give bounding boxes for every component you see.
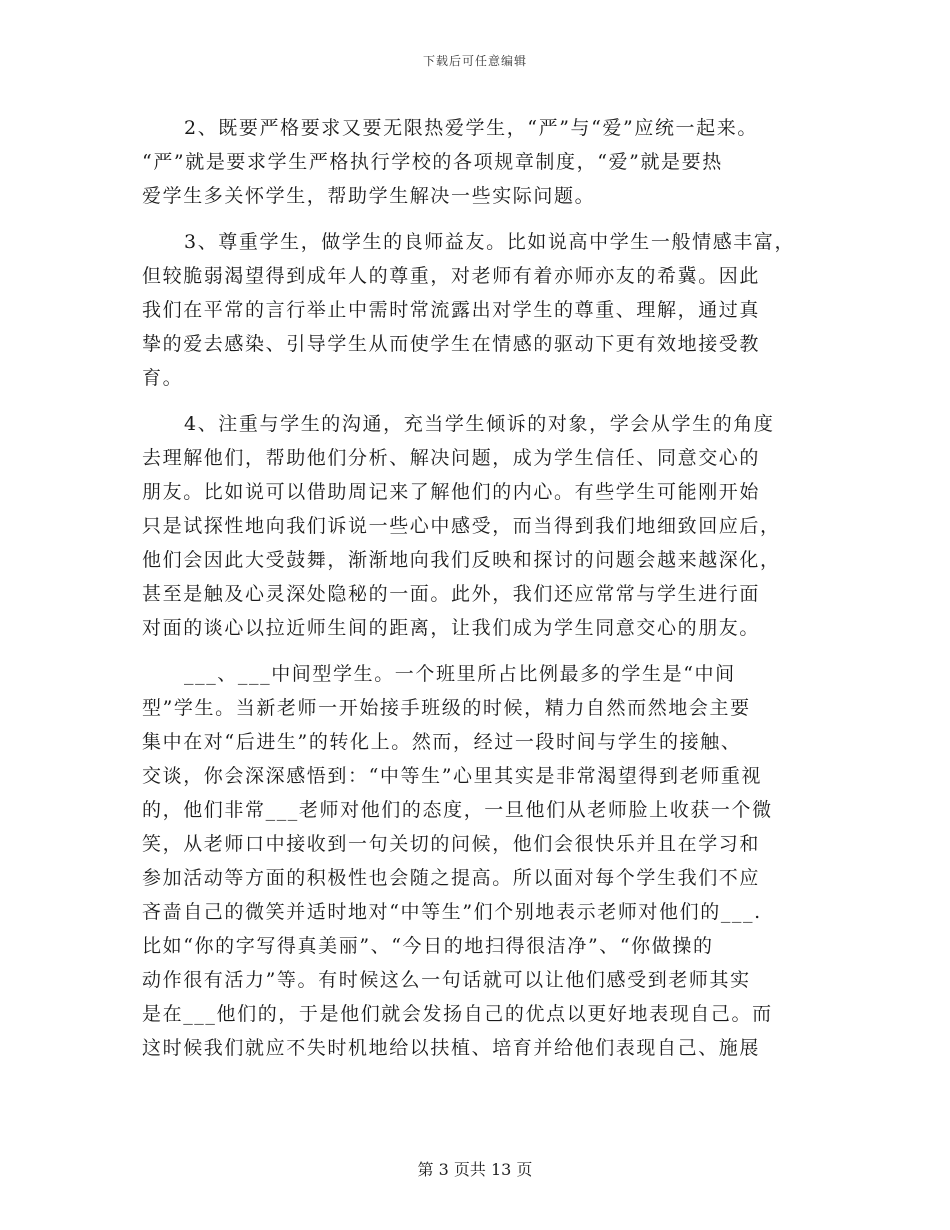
- text-line: 他们会因此大受鼓舞，渐渐地向我们反映和探讨的问题会越来越深化，: [142, 549, 781, 571]
- text-line: 去理解他们，帮助他们分析、解决问题，成为学生信任、同意交心的: [142, 447, 761, 469]
- text-line: 是在___他们的，于是他们就会发扬自己的优点以更好地表现自己。而: [142, 1003, 773, 1025]
- text-line: 4、注重与学生的沟通，充当学生倾诉的对象，学会从学生的角度: [184, 413, 775, 435]
- paragraph-2: [142, 111, 810, 213]
- text-line: 但较脆弱渴望得到成年人的尊重，对老师有着亦师亦友的希冀。因此: [142, 265, 761, 287]
- text-line: 育。: [142, 367, 184, 389]
- text-line: 比如“你的字写得真美丽”、“今日的地扫得很洁净”、“你做操的: [142, 935, 714, 957]
- text-line: 3、尊重学生，做学生的良师益友。比如说高中学生一般情感丰富，: [184, 231, 796, 253]
- page-number: 第 3 页共 13 页: [417, 1160, 533, 1179]
- text-line: 交谈，你会深深感悟到：“中等生”心里其实是非常渴望得到老师重视: [142, 765, 763, 787]
- text-line: 挚的爱去感染、引导学生从而使学生在情感的驱动下更有效地接受教: [142, 333, 761, 355]
- text-line: 的，他们非常___老师对他们的态度，一旦他们从老师脸上收获一个微: [142, 799, 773, 821]
- text-line: 对面的谈心以拉近师生间的距离，让我们成为学生同意交心的朋友。: [142, 617, 761, 639]
- page-header: 下载后可任意编辑: [422, 54, 527, 68]
- text-line: ___、___中间型学生。一个班里所占比例最多的学生是“中间: [184, 663, 736, 685]
- text-line: “严”就是要求学生严格执行学校的各项规章制度，“爱”就是要热: [142, 151, 723, 173]
- text-line: 我们在平常的言行举止中需时常流露出对学生的尊重、理解，通过真: [142, 299, 761, 321]
- text-line: 参加活动等方面的积极性也会随之提高。所以面对每个学生我们不应: [142, 867, 761, 889]
- text-line: 集中在对“后进生”的转化上。然而，经过一段时间与学生的接触、: [142, 731, 742, 753]
- text-line: 只是试探性地向我们诉说一些心中感受，而当得到我们地细致回应后，: [142, 515, 781, 537]
- text-line: 2、既要严格要求又要无限热爱学生，“严”与“爱”应统一起来。: [184, 117, 758, 139]
- text-line: 吝啬自己的微笑并适时地对“中等生”们个别地表示老师对他们的___.: [142, 901, 762, 923]
- text-line: 这时候我们就应不失时机地给以扶植、培育并给他们表现自己、施展: [142, 1037, 761, 1059]
- paragraph-3: [142, 225, 810, 395]
- document-body: [142, 111, 810, 1077]
- text-line: 朋友。比如说可以借助周记来了解他们的内心。有些学生可能刚开始: [142, 481, 761, 503]
- text-line: 爱学生多关怀学生，帮助学生解决一些实际问题。: [142, 185, 596, 207]
- text-line: 动作很有活力”等。有时候这么一句话就可以让他们感受到老师其实: [142, 969, 751, 991]
- text-line: 笑，从老师口中接收到一句关切的问候，他们会很快乐并且在学习和: [142, 833, 761, 855]
- paragraph-middle-students: [142, 657, 810, 1065]
- paragraph-4: [142, 407, 810, 645]
- text-line: 型”学生。当新老师一开始接手班级的时候，精力自然而然地会主要: [142, 697, 751, 719]
- text-line: 甚至是触及心灵深处隐秘的一面。此外，我们还应常常与学生进行面: [142, 583, 761, 605]
